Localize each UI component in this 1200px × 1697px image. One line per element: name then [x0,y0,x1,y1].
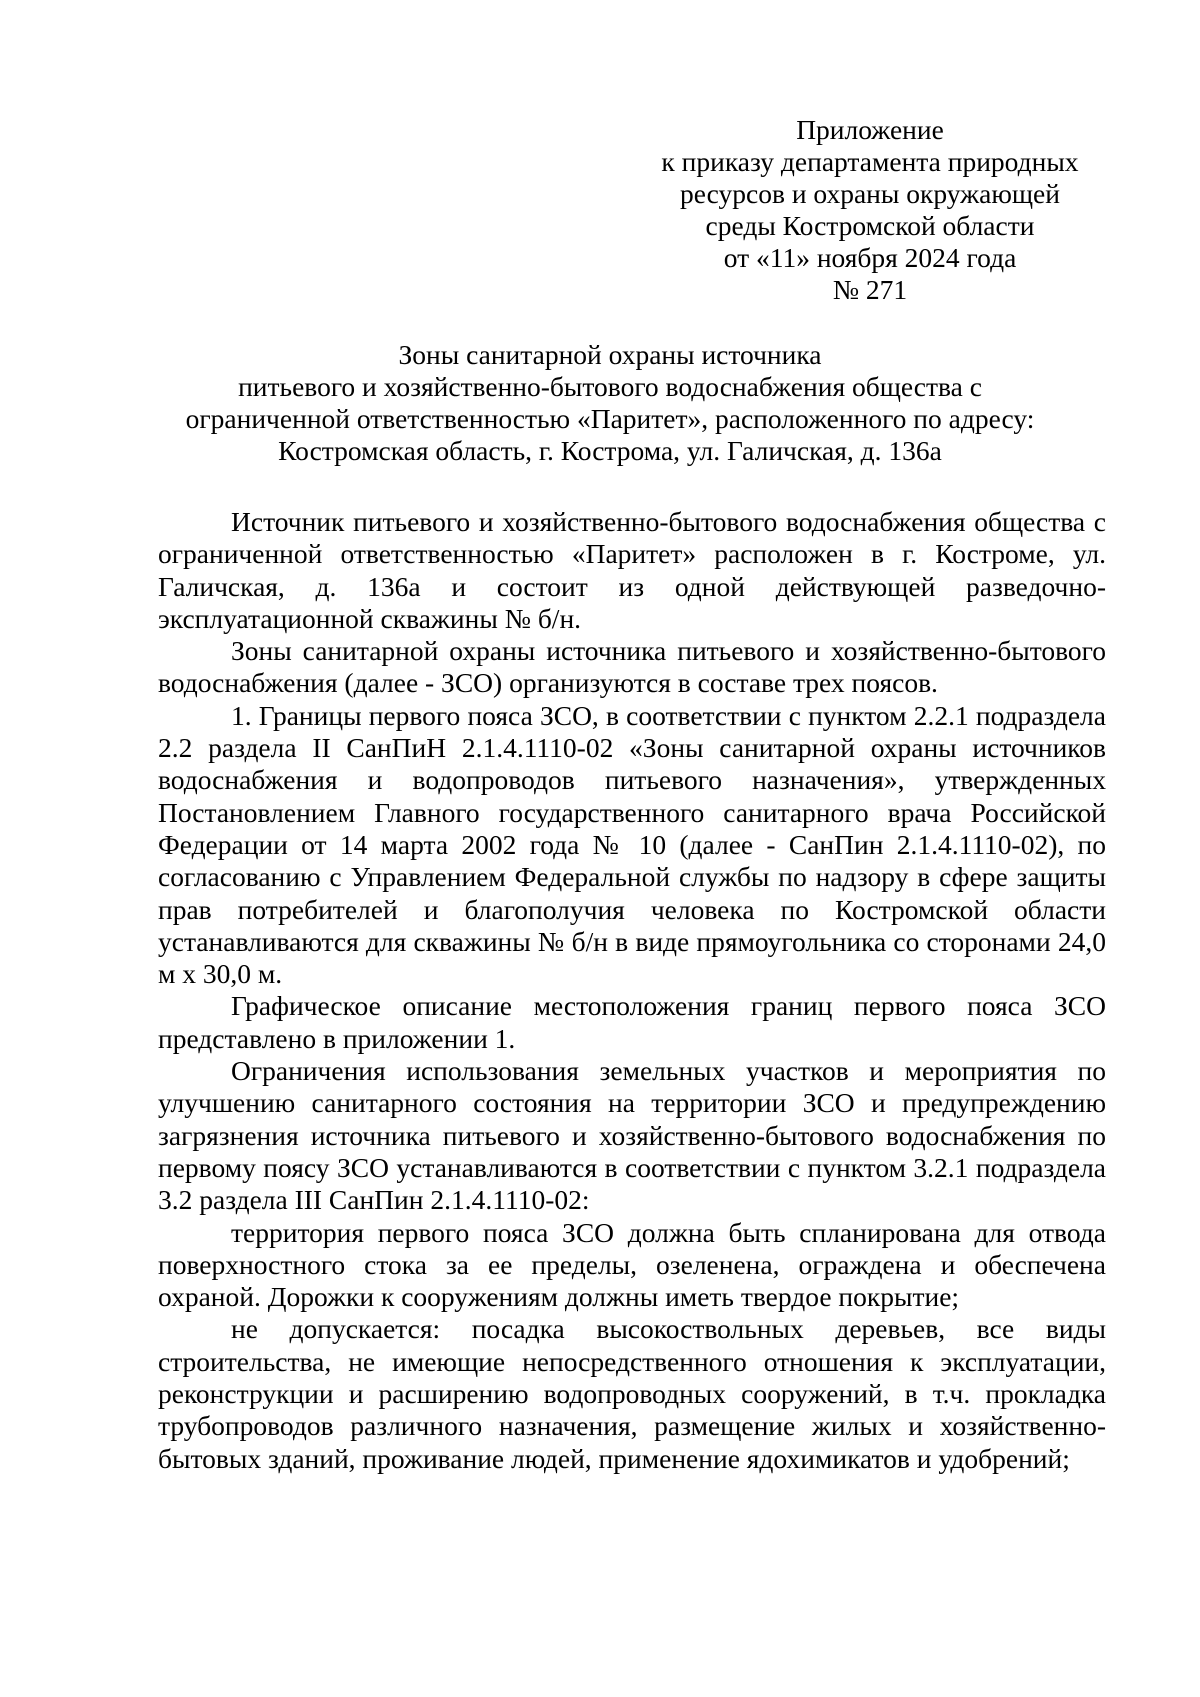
paragraph: не допускается: посадка высокоствольных деревьев, все виды строительства, не имеющие непосредственного отношения к эксплуатации, реконструкции и расширению водопроводных сооружений, в т.ч. прокладка трубопроводов различного назначения, размещение жилых и хозяйственно-бытовых зданий, проживание людей, применение ядохимикатов и удобрений; [158,1313,1106,1474]
paragraph: 1. Границы первого пояса ЗСО, в соответствии с пунктом 2.2.1 подраздела 2.2 раздела II СанПиН 2.1.4.1110-02 «Зоны санитарной охраны источников водоснабжения и водопроводов питьевого назначения», утвержденных Постановлением Главного государственного санитарного врача Российской Федерации от 14 марта 2002 года № 10 (далее - СанПин 2.1.4.1110-02), по согласованию с Управлением Федеральной службы по надзору в сфере защиты прав потребителей и благополучия человека по Костромской области устанавливаются для скважины № б/н в виде прямоугольника со сторонами 24,0 м х 30,0 м. [158,699,1106,990]
appendix-line: среды Костромской области [705,210,1035,241]
appendix-line: № 271 [832,274,908,305]
appendix-header [650,114,1090,306]
appendix-line: к приказу департамента природных [661,146,1079,177]
appendix-line: Приложение [796,114,944,145]
paragraph: территория первого пояса ЗСО должна быть спланирована для отвода поверхностного стока за ее пределы, озеленена, ограждена и обеспечена охраной. Дорожки к сооружениям должны иметь твердое покрытие; [158,1216,1106,1313]
paragraph: Источник питьевого и хозяйственно-бытового водоснабжения общества с ограниченной ответственностью «Паритет» расположен в г. Костроме, ул. Галичская, д. 136а и состоит из одной действующей разведочно-эксплуатационной скважины № б/н. [158,506,1106,634]
appendix-line: от «11» ноября 2024 года [723,242,1017,273]
paragraph: Графическое описание местоположения границ первого пояса ЗСО представлено в приложении 1. [158,990,1106,1054]
document-title [160,339,1060,467]
paragraph: Ограничения использования земельных участков и мероприятия по улучшению санитарного состояния на территории ЗСО и предупреждению загрязнения источника питьевого и хозяйственно-бытового водоснабжения по первому поясу ЗСО устанавливаются в соответствии с пунктом 3.2.1 подраздела 3.2 раздела III СанПин 2.1.4.1110-02: [158,1055,1106,1216]
paragraph: Зоны санитарной охраны источника питьевого и хозяйственно-бытового водоснабжения (далее - ЗСО) организуются в составе трех поясов. [158,635,1106,699]
title-line: Костромская область, г. Кострома, ул. Галичская, д. 136а [278,435,942,466]
document-body [158,506,1106,1475]
title-line: питьевого и хозяйственно-бытового водоснабжения общества с [238,371,982,402]
appendix-line: ресурсов и охраны окружающей [680,178,1060,209]
title-line: Зоны санитарной охраны источника [398,339,822,370]
title-line: ограниченной ответственностью «Паритет», расположенного по адресу: [185,403,1035,434]
